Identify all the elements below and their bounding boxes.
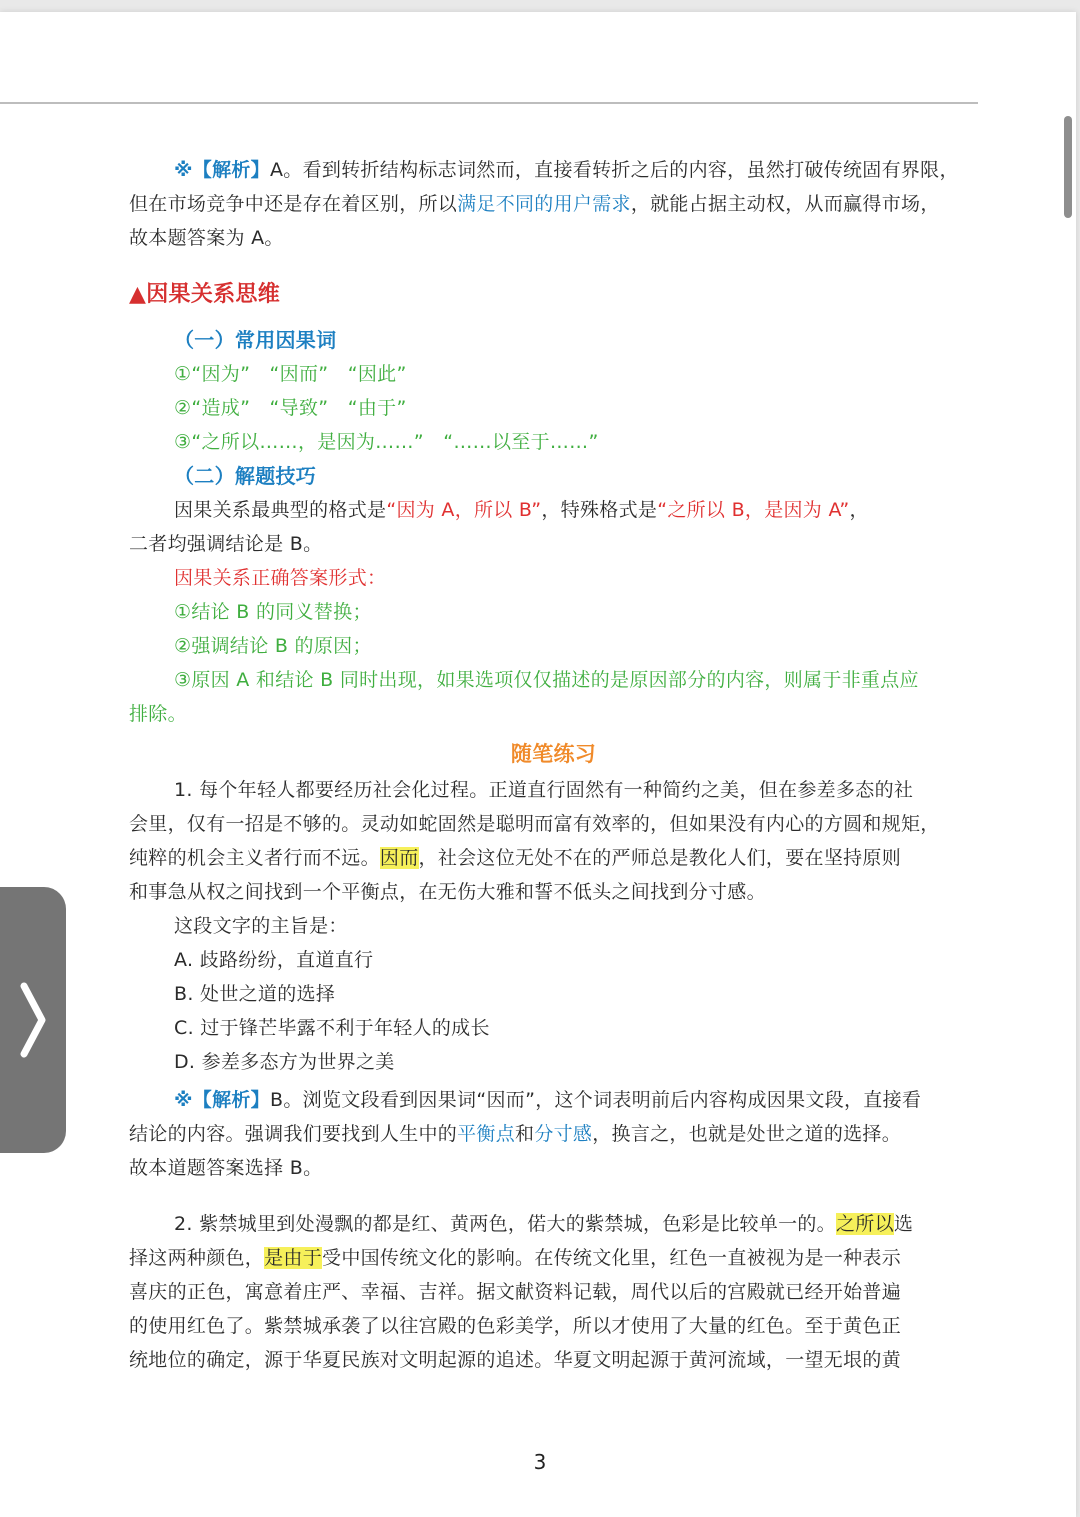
analysis-text: 结论的内容。强调我们要找到人生中的 (129, 1123, 458, 1145)
q1-highlight: 因而 (379, 847, 419, 869)
q1-stem: 这段文字的主旨是： (174, 915, 348, 937)
analysis-keyword: 平衡点 (457, 1123, 516, 1145)
tips-text: ，特殊格式是 (541, 499, 658, 521)
q1-analysis-line-2 (129, 1117, 978, 1151)
practice-title: 随笔练习 (510, 742, 597, 766)
tips-text: 因果关系最典型的格式是 (174, 499, 387, 521)
q2-line-4: 的使用红色了。紫禁城承袭了以往宫殿的色彩美学，所以才使用了大量的红色。至于黄色正 (129, 1315, 902, 1337)
chevron-right-icon (18, 982, 48, 1058)
page-content (129, 153, 978, 1377)
q2-text: 2. 紫禁城里到处漫飘的都是红、黄两色，偌大的紫禁城，色彩是比较单一的。 (174, 1213, 836, 1235)
q2-line-1 (129, 1207, 978, 1241)
q1-option-d: D. 参差多态方为世界之美 (174, 1051, 395, 1073)
q1-option-c: C. 过于锋芒毕露不利于年轻人的成长 (174, 1017, 490, 1039)
subsection-tips: （二）解题技巧 (174, 464, 317, 488)
q1-line-2: 会里，仅有一招是不够的。灵动如蛇固然是聪明而富有效率的，但如果没有内心的方圆和规矩， (129, 813, 940, 835)
analysis-mark: ※【解析】 (174, 159, 270, 181)
q1-line-4: 和事急从权之间找到一个平衡点，在无伤大雅和誓不低头之间找到分寸感。 (129, 881, 766, 903)
side-panel-toggle-button[interactable] (0, 887, 66, 1153)
analysis-1-line-3: 故本题答案为 A。 (129, 227, 284, 249)
q1-analysis-line-3: 故本道题答案选择 B。 (129, 1157, 323, 1179)
analysis-text: B。浏览文段看到因果词“因而”，这个词表明前后内容构成因果文段，直接看 (269, 1089, 922, 1111)
page-number: 3 (533, 1450, 547, 1474)
answer-form-2: ②强调结论 B 的原因； (174, 635, 372, 657)
analysis-mark: ※【解析】 (174, 1089, 270, 1111)
analysis-keyword: 满足不同的用户需求 (457, 193, 631, 215)
q1-option-a: A. 歧路纷纷，直道直行 (174, 949, 374, 971)
causal-words-2: ②“造成” “导致” “由于” (174, 397, 407, 419)
q1-text: 纯粹的机会主义者行而不远。 (129, 847, 380, 869)
answer-form-3: ③原因 A 和结论 B 同时出现，如果选项仅仅描述的是原因部分的内容，则属于非重点应 (174, 669, 919, 691)
tips-line-1 (129, 493, 978, 527)
q1-text: ，社会这位无处不在的严师总是教化人们，要在坚持原则 (418, 847, 902, 869)
analysis-text: A。看到转折结构标志词然而，直接看转折之后的内容，虽然打破传统固有界限， (269, 159, 959, 181)
q1-line-3 (129, 841, 978, 875)
analysis-text: ，就能占据主动权，从而赢得市场， (630, 193, 940, 215)
q1-option-b: B. 处世之道的选择 (174, 983, 336, 1005)
vertical-scrollbar[interactable] (1064, 116, 1072, 218)
causal-words-3: ③“之所以……，是因为……” “……以至于……” (174, 431, 599, 453)
q2-highlight: 是由于 (264, 1247, 323, 1269)
analysis-text: ，换言之，也就是处世之道的选择。 (592, 1123, 902, 1145)
analysis-keyword: 分寸感 (534, 1123, 593, 1145)
tips-text: ， (849, 499, 869, 521)
analysis-text: 和 (515, 1123, 535, 1145)
answer-form-3-cont: 排除。 (129, 703, 187, 725)
q2-text: 择这两种颜色， (129, 1247, 265, 1269)
subsection-common-words: （一）常用因果词 (174, 328, 337, 352)
analysis-1-line-1 (129, 153, 978, 187)
q1-analysis-line-1 (129, 1083, 978, 1117)
q2-line-3: 喜庆的正色，寓意着庄严、幸福、吉祥。据文献资料记载，周代以后的宫殿就已经开始普遍 (129, 1281, 902, 1303)
tips-format-special: “之所以 B，是因为 A” (657, 499, 850, 521)
q2-highlight: 之所以 (835, 1213, 894, 1235)
analysis-1-line-2 (129, 187, 978, 221)
header-divider (0, 102, 978, 104)
answer-form-1: ①结论 B 的同义替换； (174, 601, 372, 623)
analysis-text: 但在市场竞争中还是存在着区别，所以 (129, 193, 458, 215)
document-page (0, 12, 1076, 1517)
q2-text: 选 (893, 1213, 914, 1235)
q1-line-1: 1. 每个年轻人都要经历社会化过程。正道直行固然有一种简约之美，但在参差多态的社 (174, 779, 914, 801)
section-title: ▲因果关系思维 (129, 282, 281, 307)
q2-line-2 (129, 1241, 978, 1275)
q2-line-5: 统地位的确定，源于华夏民族对文明起源的追述。华夏文明起源于黄河流域，一望无垠的黄 (129, 1349, 902, 1371)
tips-format-typical: “因为 A，所以 B” (386, 499, 542, 521)
q2-text: 受中国传统文化的影响。在传统文化里，红色一直被视为是一种表示 (322, 1247, 902, 1269)
answer-form-title: 因果关系正确答案形式： (174, 567, 387, 589)
tips-line-2: 二者均强调结论是 B。 (129, 533, 323, 555)
causal-words-1: ①“因为” “因而” “因此” (174, 363, 407, 385)
spacer (129, 1185, 978, 1207)
